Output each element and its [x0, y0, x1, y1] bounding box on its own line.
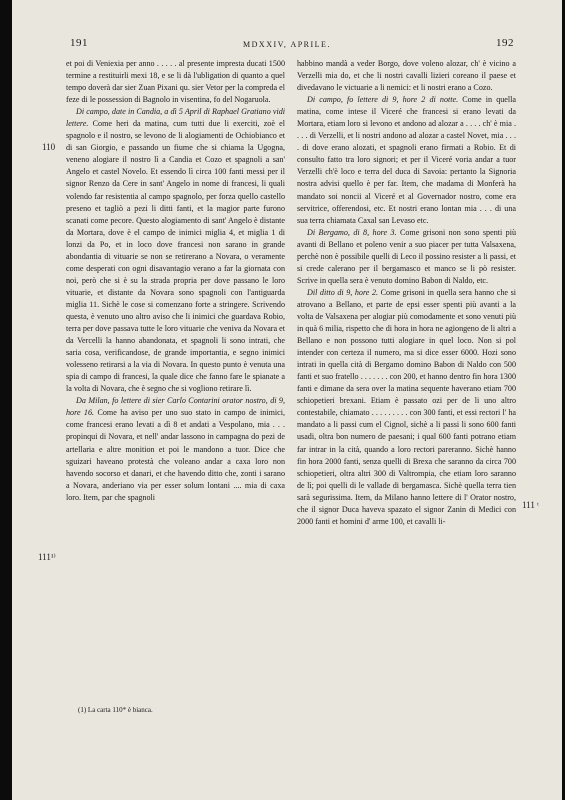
page-number-right: 192 — [496, 37, 514, 49]
paragraph — [66, 58, 285, 106]
paragraph — [297, 287, 516, 528]
margin-number-111-right: 111 ᵗ — [522, 500, 539, 510]
paragraph-text: Come ha aviso per uno suo stato in campo de inimici, come francesi erano levati a dì 8 et andati a Vespolano, mia . . . propinqui di Novara, et nell' andar lassono in campagna do pezi de artellaria e altre monition et poi le mandono a tuor. Dice che sguizari haveano protestà che voleano andar a caxa loro non havendo socorso et danari, et che havendo ditto che, zonti i sarano a Novara, anderiano via per esser solum lontani .... mia di caxa loro. Item, par che spagnoli — [66, 408, 285, 502]
paragraph-text: habbino mandà a veder Borgo, dove voleno alozar, ch' è vicino a Verzelli mia do, et che li nostri cavalli lizieri coreano il paese et divedavano le victuarie a li nemici: et li nostri erano a Cozo. — [297, 59, 516, 93]
footnote: (1) La carta 110* è bianca. — [78, 706, 153, 714]
paragraph-text: Come grisoni non sono spenti più avanti di Bellano et poleno venir a suo piacer per tutta Valsaxena, perchè non è possibile quelli di Leco il possino resister a li passi, et si crede calerano per il bergamasco et manco se li pò resister. Scrive in quella sera è venuto domino Babon di Naldo, etc. — [297, 227, 516, 285]
paragraph-heading: Di campo, fo lettere di 9, hore 2 di notte. — [307, 95, 459, 105]
paragraph-heading: Di Bergamo, di 8, hore 3. — [307, 227, 397, 237]
left-text-column — [66, 58, 285, 504]
paragraph-text: Come heri da matina, cum tutti due li exerciti, zoè el spagnolo e il nostro, se levono de li alogiamenti de Ochiobianco et di san Giorgio, e passando un fiume che si chiama la Ugogna, veneno alogiare il nostro lì a Candia et Cozo et spagnoli a san' Angelo et castel Novelo. Et essendo lì circa 100 fanti messi per il signor Renzo da Cere in sant' Angelo in nome di francesi, li quali volendo far resistentia al campo spagnolo, per forza quello castello preseno et tagliò a pezi li ditti fanti, et la magior parte furono scanati come pecore. Questo alogiamento di sant' Angelo è distante da Mortara, dove è el campo de inimici miglia 4, et miglia 1 di lonzi da Po, et in loco dove francesi non sarano in grande abondantia di vituarie se non se retirerano a Novara, o veramente come desperati con ogni disavantagio verano a far la giornata con noi, però che si è su la strada propria per dove passano le loro vituarie, et distante da Novara sono spagnoli con l'antiguarda miglia 11. Sichè le cose si comenzano forte a stringere. Scrivendo questa, è venuto uno altro aviso che li inimici che guardava Robio, terra per dove passava tutte le loro vituarie che veniva da Novara et da Vercelli la hanno abandonata, et spagnoli li sono intrati, che saria cosa, verificandose, de grande importantia, e segno inimici volesseno retirarsi a la via di Novara. In questo punto è venuta una spia di campo di francesi, la quale dice che fanno fare le spianate a la volta di Novara, che è segno che si vogliono retirare lì. — [66, 119, 285, 394]
paragraph-text: et poi di Veniexia per anno . . . . . al presente impresta ducati 1500 termine a restituirli mexi 18, e se li dà l'ubligation di quanto a quel tempo doverà dar sier Zuan Pixani qu. sier Vetor per la compreda el feze di le possession di Bagnolo in visentina, fo del Nogaruola. — [66, 59, 285, 105]
paragraph-text: Come grisoni in quella sera hanno che si atrovano a Bellano, et parte de epsi esser spenti più avanti a la volta de Valsaxena per alogiar più comodamente et sono venuti più in quà 6 milia, rispetto che di hora in hora ne agiongeno de li altri a Bellano e non possono tutti alogiare in quel loco. Non si pol intender con certeza il numero, ma si dice esser 6000. Hozi sono intrati in quella cità di Bergamo domino Babon di Naldo con 500 fanti et suo fratello . . . . . . . con 200, et hanno dentro fin hora 1300 fanti e dimane da sera over la matina sequente haverano etiam 700 schiopetieri brexani. Etiam è passato ozi per de li uno altro contestabile, chiamato . . . . . . . . . con 300 fanti, et essi rectori l' ha mandato a li passi cum el Cignol, sichè a li passi li sono 600 fanti usadi, oltra bon numero de paesani; i qual 600 fanti potrano etiam far intrar in la cità, quando a loro rectori pareranno. Sichè hanno fin hora 2000 fanti, senza quelli di Brexa che saranno da circa 700 schiopetieri, oltra altri 300 di Valtrompia, che etiam loro saranno de lì; poi quelli di le vallade di bergamasca. Sichè quella terra tien sarà segurissima. Item, da Milano hanno lettere di l' Orator nostro, che il signor Duca haveva spazato el signor Zanin di Medici con 2000 fanti et homini d' arme 100, et cavalli li- — [297, 287, 516, 526]
right-text-column — [297, 58, 516, 528]
paragraph — [66, 106, 285, 395]
paragraph-text: Come in quella matina, come intese il Viceré che francesi si erano levati da Mortara, etiam loro si levono et andono ad alozar a . . . . ch' è mia . . . . di Verzelli, et li nostri andono ad alozar a castel Novet, mia . . . . di dove erano alozati, et spagnoli erano firmati a Robio. Et di consulto fatto tra loro signori; et per il Viceré voria andar a tuor Verzelli ch'è loco e terra del duca di Savoia: pertanto la Signoria nostra advisi quello è per far. Item, che madama di Monferà ha mandato soi noncii al Viceré et al Governador nostro, come era servitrice, offerendosi, etc. Et nostri erano lontan mia . . . di una sua terra chiamata Caxal san Levaso etc. — [297, 95, 516, 225]
margin-number-110: 110 — [42, 142, 56, 152]
paragraph — [297, 227, 516, 287]
document-page — [12, 0, 562, 800]
page-number-left: 191 — [70, 37, 88, 49]
paragraph — [297, 94, 516, 227]
margin-number-111-left: 111¹⁾ — [38, 552, 56, 562]
running-title: MDXXIV, APRILE. — [243, 40, 331, 49]
paragraph — [66, 395, 285, 503]
paragraph-heading: Di campo, date in Candia, a dì 5 April di Raphael Gratiano vidi lettere. — [66, 107, 285, 129]
paragraph — [297, 58, 516, 94]
paragraph-heading: Da Milan, fo lettere di sier Carlo Contarini orator nostro, di 9, hore 16. — [66, 396, 285, 418]
paragraph-heading: Dil ditto di 9, hore 2. — [307, 287, 379, 297]
